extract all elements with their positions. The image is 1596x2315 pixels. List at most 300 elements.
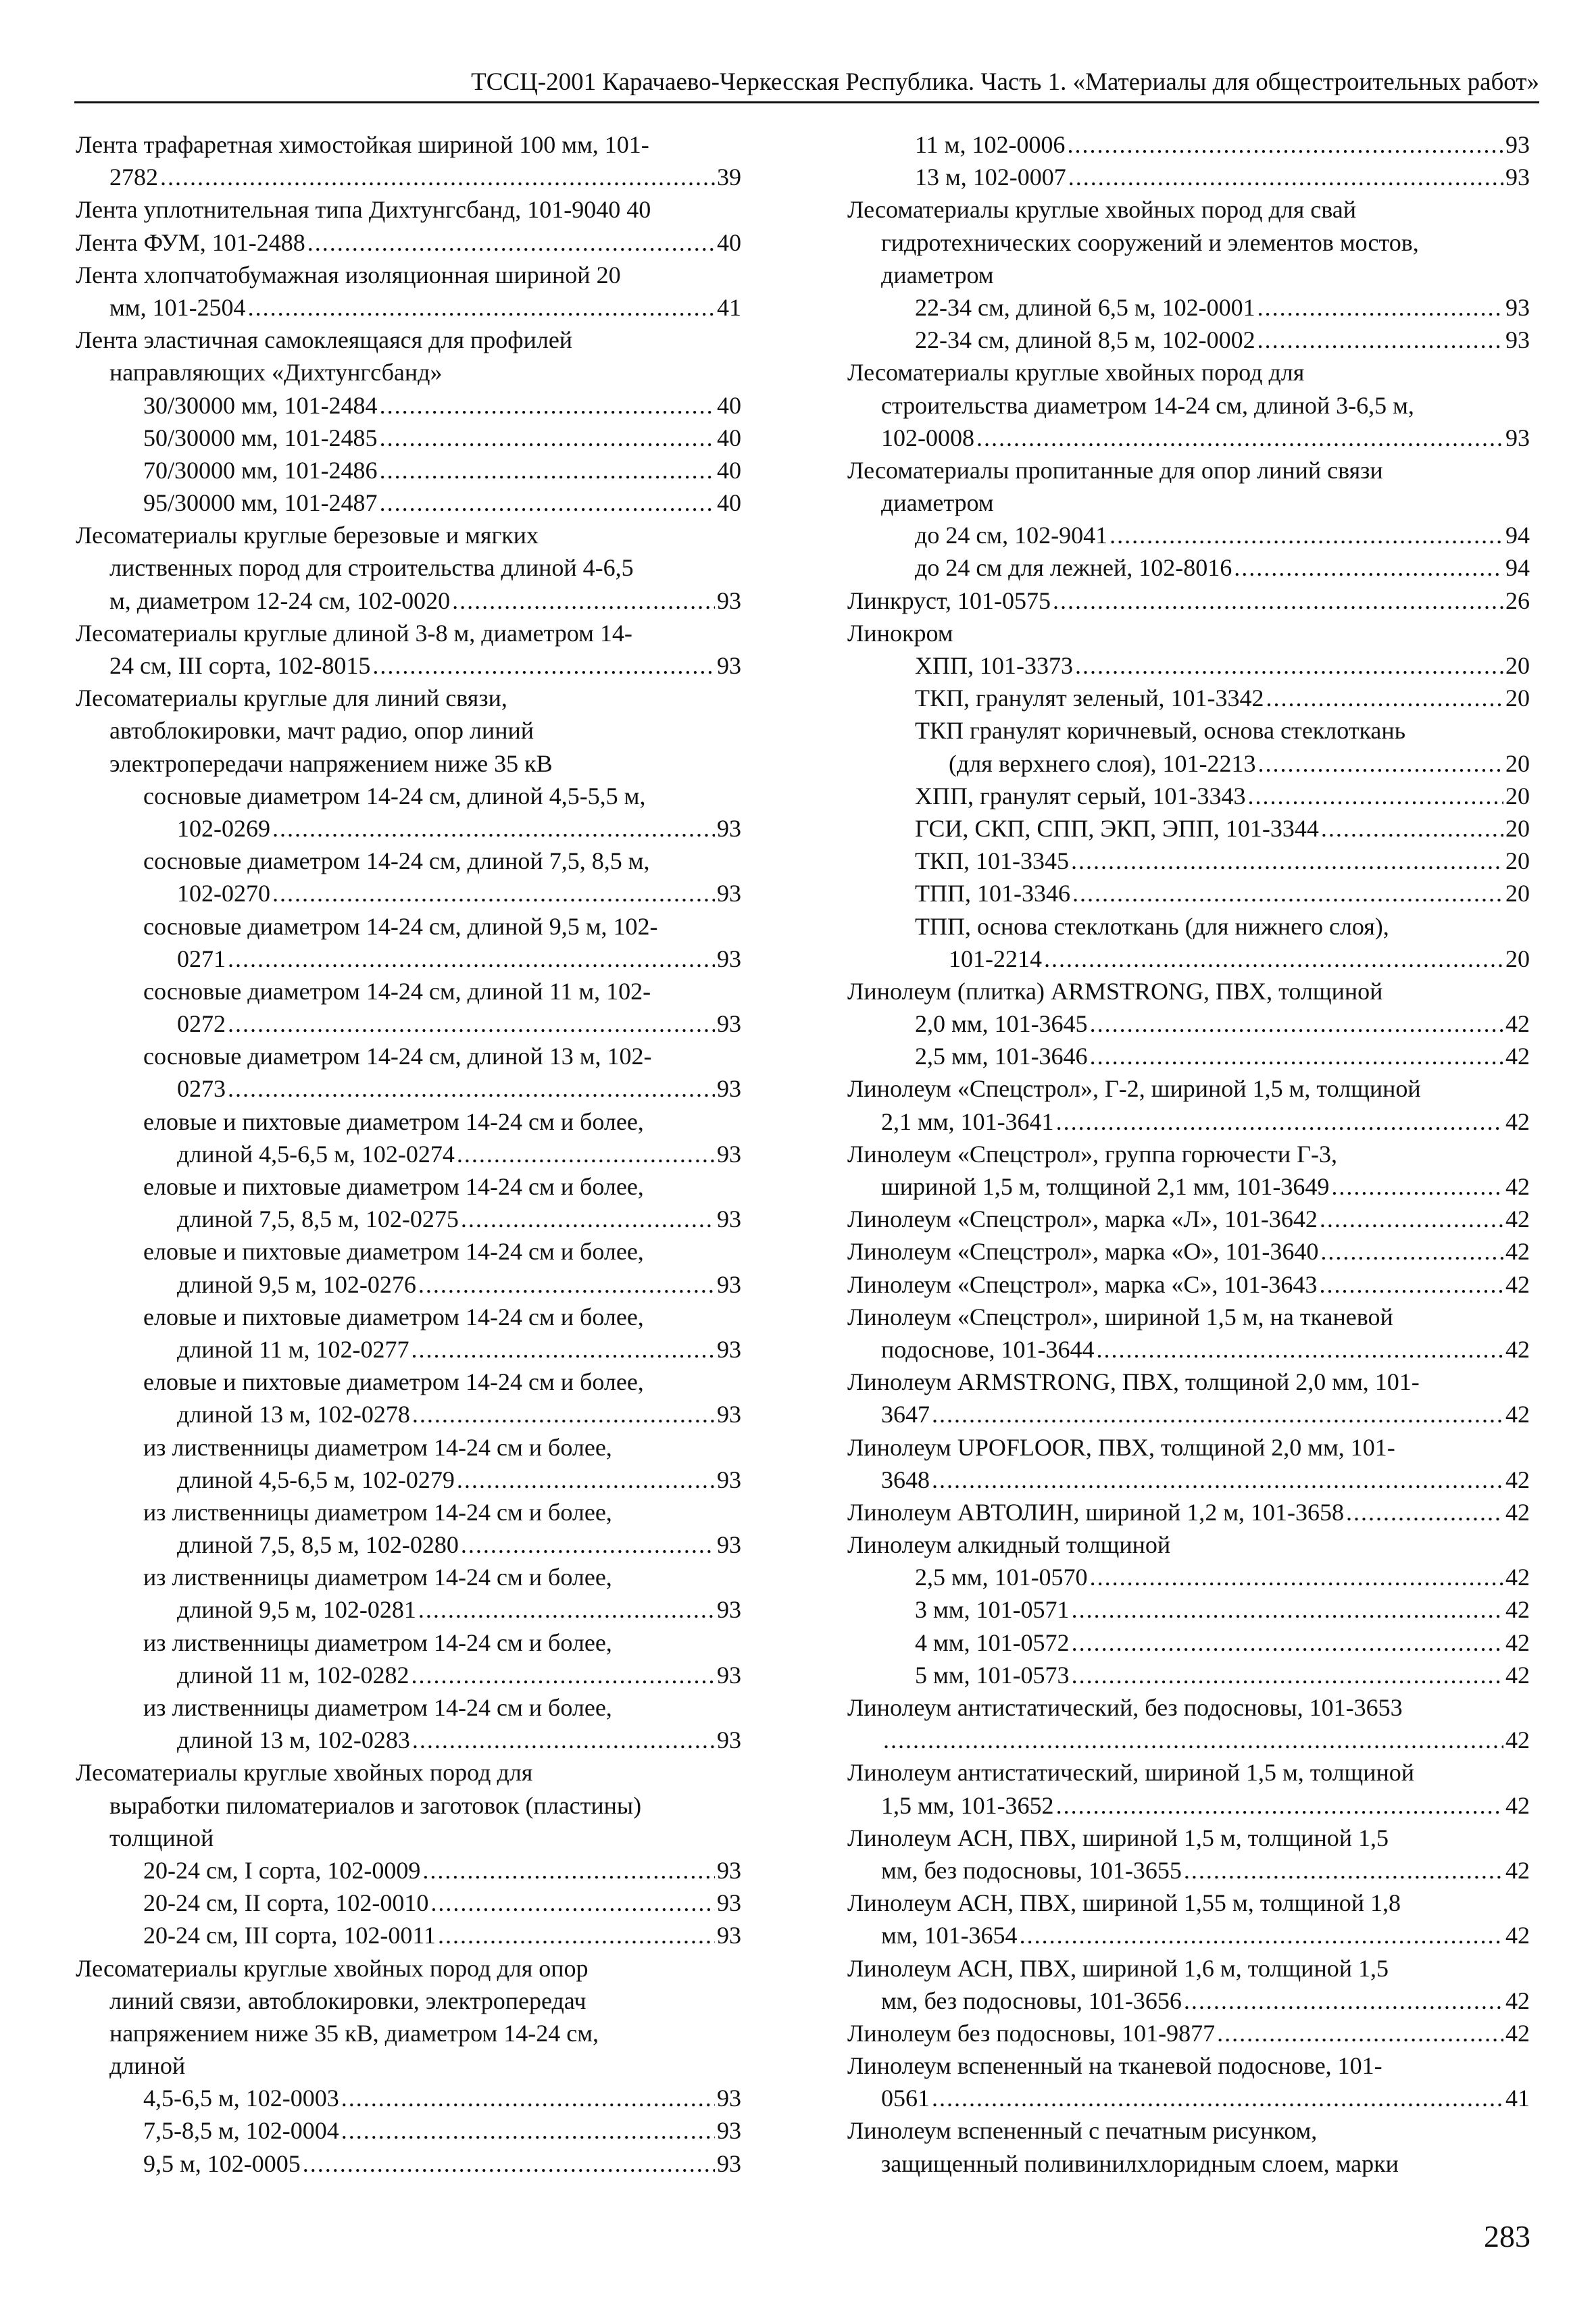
entry-page-ref: 93 — [717, 1856, 741, 1884]
dot-leader — [1044, 943, 1503, 975]
entry-page-ref: 93 — [717, 652, 741, 679]
entry-page-ref: 93 — [717, 1596, 741, 1624]
entry-page-ref: 93 — [717, 2149, 741, 2177]
dot-leader — [976, 422, 1503, 454]
index-column-left — [76, 128, 741, 2180]
entry-text: из лиственницы диаметром 14-24 см и более, — [143, 1498, 612, 1526]
index-entry-line — [76, 1854, 741, 1887]
entry-page-ref: 42 — [1505, 1270, 1530, 1298]
index-entry-line — [847, 1138, 1530, 1170]
index-entry-line — [847, 1398, 1530, 1430]
dot-leader — [1184, 1985, 1503, 2017]
dot-leader — [1331, 1170, 1503, 1203]
index-entry-line — [76, 1691, 741, 1724]
dot-leader — [932, 2082, 1503, 2114]
entry-text: Линолеум антистатический, без подосновы, 101-3653 — [847, 1694, 1403, 1721]
entry-page-ref: 42 — [1505, 1173, 1530, 1200]
index-entry-line — [76, 943, 741, 975]
index-entry-line — [847, 161, 1530, 193]
entry-text: 95/30000 мм, 101-2487 — [143, 489, 378, 517]
entry-page-ref: 20 — [1505, 749, 1530, 777]
entry-text: Линолеум вспененный на тканевой подоснове, 101- — [847, 2052, 1382, 2080]
entry-text: длиной 9,5 м, 102-0276 — [177, 1270, 416, 1298]
index-entry-line — [76, 877, 741, 910]
index-entry-line — [76, 1170, 741, 1203]
entry-text: еловые и пихтовые диаметром 14-24 см и более, — [143, 1238, 644, 1266]
entry-text: 0272 — [177, 1010, 226, 1038]
page-number: 283 — [1484, 2219, 1530, 2254]
entry-page-ref: 42 — [1505, 1466, 1530, 1493]
index-entry-line — [76, 1887, 741, 1919]
entry-text: Линолеум «Спецстрол», шириной 1,5 м, на тканевой — [847, 1303, 1393, 1330]
entry-text: из лиственницы диаметром 14-24 см и более, — [143, 1694, 612, 1721]
entry-text: линий связи, автоблокировки, электропередач — [109, 1987, 587, 2014]
dot-leader — [1072, 1626, 1503, 1659]
index-entry-line — [76, 2114, 741, 2147]
index-entry-line — [76, 617, 741, 649]
entry-page-ref: 93 — [1505, 131, 1530, 158]
index-entry-line — [76, 1007, 741, 1040]
entry-page-ref: 20 — [1505, 945, 1530, 972]
entry-page-ref: 93 — [717, 587, 741, 614]
index-entry-line — [847, 291, 1530, 324]
entry-page-ref: 93 — [1505, 164, 1530, 191]
index-entry-line — [76, 1235, 741, 1268]
entry-text: лиственных пород для строительства длиной 4-6,5 — [109, 554, 634, 582]
entry-page-ref: 42 — [1505, 1856, 1530, 1884]
entry-text: Лесоматериалы круглые для линий связи, — [76, 684, 507, 712]
entry-text: Линолеум АСН, ПВХ, шириной 1,6 м, толщиной 1,5 — [847, 1954, 1389, 1982]
index-entry-line — [76, 226, 741, 259]
entry-text: Лесоматериалы круглые длиной 3-8 м, диаметром 14- — [76, 619, 632, 647]
entry-page-ref: 42 — [1505, 2019, 1530, 2047]
entry-text: длиной 13 м, 102-0278 — [177, 1401, 410, 1428]
dot-leader — [1090, 1007, 1503, 1040]
entry-text: 2,5 мм, 101-0570 — [915, 1564, 1088, 1591]
dot-leader — [418, 1268, 715, 1301]
dot-leader — [1258, 747, 1504, 780]
entry-text: Линолеум «Спецстрол», марка «О», 101-3640 — [847, 1238, 1319, 1266]
index-entry-line — [76, 1822, 741, 1854]
entry-text: из лиственницы диаметром 14-24 см и более, — [143, 1564, 612, 1591]
entry-text: направляющих «Дихтунгсбанд» — [109, 359, 443, 387]
entry-text: 20-24 см, I сорта, 102-0009 — [143, 1856, 421, 1884]
entry-text: Линолеум UPOFLOOR, ПВХ, толщиной 2,0 мм, 101- — [847, 1433, 1395, 1461]
entry-text: 102-0008 — [881, 424, 974, 451]
entry-page-ref: 42 — [1505, 1987, 1530, 2014]
entry-text: Линолеум ARMSTRONG, ПВХ, толщиной 2,0 мм, 101- — [847, 1368, 1420, 1396]
dot-leader — [1346, 1496, 1503, 1528]
entry-text: Лесоматериалы круглые березовые и мягких — [76, 522, 539, 549]
entry-text: Лента эластичная самоклеящаяся для профилей — [76, 326, 573, 354]
index-entry-line — [847, 584, 1530, 617]
entry-page-ref: 94 — [1505, 522, 1530, 549]
index-entry-line — [847, 1268, 1530, 1301]
entry-page-ref: 93 — [717, 1270, 741, 1298]
dot-leader — [1056, 1789, 1503, 1822]
entry-page-ref: 93 — [1505, 293, 1530, 321]
dot-leader — [1184, 1854, 1503, 1887]
entry-page-ref: 93 — [717, 1140, 741, 1168]
entry-page-ref: 20 — [1505, 814, 1530, 842]
dot-leader — [1067, 128, 1503, 161]
index-entry-line — [847, 2114, 1530, 2147]
index-entry-line — [847, 812, 1530, 845]
entry-page-ref: 93 — [717, 1075, 741, 1103]
entry-text: диаметром — [881, 261, 994, 289]
index-entry-line — [76, 1398, 741, 1430]
index-entry-line — [847, 1301, 1530, 1333]
index-entry-line — [847, 1333, 1530, 1366]
dot-leader — [1090, 1040, 1503, 1072]
entry-page-ref: 93 — [717, 880, 741, 907]
index-entry-line — [76, 2147, 741, 2180]
entry-text: (для верхнего слоя), 101-2213 — [949, 749, 1256, 777]
entry-text: автоблокировки, мачт радио, опор линий — [109, 717, 534, 745]
index-entry-line — [847, 1496, 1530, 1528]
dot-leader — [1319, 1268, 1503, 1301]
index-entry-line — [847, 1985, 1530, 2017]
index-entry-line — [76, 1724, 741, 1756]
entry-page-ref: 42 — [1505, 1010, 1530, 1038]
dot-leader — [1068, 161, 1503, 193]
dot-leader — [412, 1398, 715, 1430]
entry-text: 70/30000 мм, 101-2486 — [143, 456, 378, 484]
entry-text: Линокром — [847, 619, 953, 647]
entry-text: 0271 — [177, 945, 226, 972]
dot-leader — [461, 1203, 715, 1235]
entry-text: длиной 7,5, 8,5 м, 102-0275 — [177, 1205, 459, 1233]
entry-text: 20-24 см, III сорта, 102-0011 — [143, 1922, 437, 1949]
entry-text: Линолеум алкидный толщиной — [847, 1531, 1171, 1559]
entry-page-ref: 42 — [1505, 1043, 1530, 1070]
dot-leader — [228, 1007, 715, 1040]
entry-text: Линолеум (плитка) ARMSTRONG, ПВХ, толщиной — [847, 977, 1383, 1005]
index-entry-line — [847, 193, 1530, 226]
dot-leader — [380, 487, 715, 519]
entry-page-ref: 42 — [1505, 1791, 1530, 1819]
entry-page-ref: 93 — [717, 1401, 741, 1428]
entry-text: длиной 11 м, 102-0282 — [177, 1661, 409, 1689]
entry-page-ref: 42 — [1505, 1205, 1530, 1233]
entry-page-ref: 93 — [717, 1205, 741, 1233]
index-entry-line — [847, 1431, 1530, 1464]
index-entry-line — [76, 780, 741, 812]
dot-leader — [1257, 291, 1503, 324]
index-entry-line — [76, 1333, 741, 1366]
index-entry-line — [76, 649, 741, 682]
dot-leader — [1020, 1919, 1503, 1951]
entry-text: диаметром — [881, 489, 994, 517]
entry-text: 50/30000 мм, 101-2485 — [143, 424, 378, 451]
index-entry-line — [847, 1105, 1530, 1138]
entry-text: электропередачи напряжением ниже 35 кВ — [109, 749, 553, 777]
index-entry-line — [847, 1659, 1530, 1691]
entry-page-ref: 42 — [1505, 1596, 1530, 1624]
entry-page-ref: 40 — [717, 489, 741, 517]
dot-leader — [341, 2114, 715, 2147]
dot-leader — [248, 291, 715, 324]
index-entry-line — [847, 747, 1530, 780]
index-entry-line — [76, 1919, 741, 1951]
index-entry-line — [76, 747, 741, 780]
entry-text: Линолеум АСН, ПВХ, шириной 1,55 м, толщиной 1,8 — [847, 1889, 1401, 1917]
index-entry-line — [847, 1593, 1530, 1626]
index-entry-line — [76, 1138, 741, 1170]
entry-page-ref: 20 — [1505, 782, 1530, 810]
dot-leader — [1109, 519, 1503, 551]
running-header: ТССЦ-2001 Карачаево-Черкесская Республика. Часть 1. «Материалы для общестроительных работ» — [471, 68, 1539, 96]
entry-text: 102-0269 — [177, 814, 270, 842]
entry-text: Лента уплотнительная типа Дихтунгсбанд, 101-9040 40 — [76, 196, 651, 224]
entry-text: сосновые диаметром 14-24 см, длиной 13 м, 102- — [143, 1043, 652, 1070]
entry-text: выработки пиломатериалов и заготовок (пластины) — [109, 1791, 642, 1819]
entry-page-ref: 20 — [1505, 684, 1530, 712]
dot-leader — [1217, 2017, 1503, 2049]
entry-text: 102-0270 — [177, 880, 270, 907]
entry-text: Линолеум АВТОЛИН, шириной 1,2 м, 101-3658 — [847, 1498, 1345, 1526]
index-entry-line — [76, 128, 741, 161]
entry-page-ref: 26 — [1505, 587, 1530, 614]
index-entry-line — [847, 1040, 1530, 1072]
entry-page-ref: 94 — [1505, 554, 1530, 582]
entry-text: сосновые диаметром 14-24 см, длиной 11 м, 102- — [143, 977, 651, 1005]
index-entry-line — [847, 1724, 1530, 1756]
entry-text: длиной 11 м, 102-0277 — [177, 1335, 409, 1363]
entry-text: длиной 4,5-6,5 м, 102-0279 — [177, 1466, 455, 1493]
entry-text: Линолеум антистатический, шириной 1,5 м, толщиной — [847, 1759, 1415, 1787]
index-entry-line — [847, 714, 1530, 747]
dot-leader — [307, 226, 715, 259]
index-entry-line — [847, 617, 1530, 649]
dot-leader — [1090, 1561, 1503, 1593]
dot-leader — [1266, 682, 1503, 714]
index-entry-line — [76, 1105, 741, 1138]
index-entry-line — [847, 1072, 1530, 1105]
entry-text: длиной 4,5-6,5 м, 102-0274 — [177, 1140, 455, 1168]
header-rule — [74, 101, 1539, 103]
dot-leader — [422, 1854, 715, 1887]
entry-page-ref: 42 — [1505, 1628, 1530, 1656]
index-entry-line — [847, 1464, 1530, 1496]
index-entry-line — [76, 682, 741, 714]
index-entry-line — [76, 1464, 741, 1496]
index-entry-line — [847, 943, 1530, 975]
entry-text: гидротехнических сооружений и элементов мостов, — [881, 228, 1419, 256]
entry-page-ref: 39 — [717, 164, 741, 191]
entry-text: ТКП, гранулят зеленый, 101-3342 — [915, 684, 1264, 712]
index-entry-line — [847, 1887, 1530, 1919]
index-entry-line — [847, 2147, 1530, 2180]
entry-text: 22-34 см, длиной 6,5 м, 102-0001 — [915, 293, 1255, 321]
entry-text: 4,5-6,5 м, 102-0003 — [143, 2085, 339, 2112]
dot-leader — [372, 649, 715, 682]
index-entry-line — [847, 1170, 1530, 1203]
entry-page-ref: 40 — [717, 424, 741, 451]
index-entry-line — [847, 1919, 1530, 1951]
index-entry-line — [847, 259, 1530, 291]
entry-text: Линолеум без подосновы, 101-9877 — [847, 2019, 1216, 2047]
entry-text: мм, 101-2504 — [109, 293, 246, 321]
entry-text: 5 мм, 101-0573 — [915, 1661, 1070, 1689]
entry-text: длиной 13 м, 102-0283 — [177, 1726, 410, 1754]
entry-text: длиной 7,5, 8,5 м, 102-0280 — [177, 1531, 459, 1559]
index-entry-line — [847, 454, 1530, 487]
entry-text: до 24 см, 102-9041 — [915, 522, 1108, 549]
entry-text: напряжением ниже 35 кВ, диаметром 14-24 см, — [109, 2019, 599, 2047]
entry-text: до 24 см для лежней, 102-8016 — [915, 554, 1232, 582]
index-entry-line — [76, 1366, 741, 1398]
entry-page-ref: 93 — [717, 1531, 741, 1559]
dot-leader — [272, 812, 715, 845]
entry-text: 20-24 см, II сорта, 102-0010 — [143, 1889, 429, 1917]
index-entry-line — [76, 2082, 741, 2114]
index-entry-line — [76, 551, 741, 584]
dot-leader — [380, 389, 715, 422]
index-entry-line — [76, 1040, 741, 1072]
entry-text: 0273 — [177, 1075, 226, 1103]
index-entry-line — [76, 2049, 741, 2082]
dot-leader — [412, 1659, 715, 1691]
entry-page-ref: 42 — [1505, 1661, 1530, 1689]
entry-text: подоснове, 101-3644 — [881, 1335, 1095, 1363]
index-entry-line — [847, 649, 1530, 682]
dot-leader — [1257, 324, 1503, 356]
entry-text: ГСИ, СКП, СПП, ЭКП, ЭПП, 101-3344 — [915, 814, 1319, 842]
entry-page-ref: 42 — [1505, 1335, 1530, 1363]
entry-page-ref: 93 — [717, 2117, 741, 2145]
index-entry-line — [847, 910, 1530, 943]
entry-text: Линолеум «Спецстрол», марка «Л», 101-3642 — [847, 1205, 1318, 1233]
entry-text: Линолеум «Спецстрол», марка «С», 101-3643 — [847, 1270, 1318, 1298]
dot-leader — [932, 1398, 1503, 1430]
entry-text: м, диаметром 12-24 см, 102-0020 — [109, 587, 451, 614]
entry-text: ТКП гранулят коричневый, основа стеклоткань — [915, 717, 1406, 745]
entry-text: толщиной — [109, 1824, 214, 1851]
entry-text: 101-2214 — [949, 945, 1042, 972]
entry-page-ref: 42 — [1505, 1401, 1530, 1428]
index-entry-line — [76, 422, 741, 454]
dot-leader — [1321, 812, 1503, 845]
index-entry-line — [847, 877, 1530, 910]
index-entry-line — [847, 1854, 1530, 1887]
dot-leader — [1320, 1235, 1503, 1268]
entry-text: строительства диаметром 14-24 см, длиной 3-6,5 м, — [881, 391, 1414, 419]
index-entry-line — [76, 845, 741, 877]
entry-text: Лесоматериалы круглые хвойных пород для свай — [847, 196, 1357, 224]
dot-leader — [228, 1072, 715, 1105]
dot-leader — [1096, 1333, 1503, 1366]
dot-leader — [452, 584, 715, 617]
entry-text: мм, без подосновы, 101-3655 — [881, 1856, 1182, 1884]
entry-text: ТКП, 101-3345 — [915, 847, 1069, 875]
index-column-right — [847, 128, 1530, 2180]
index-entry-line — [847, 682, 1530, 714]
entry-text: 3 мм, 101-0571 — [915, 1596, 1070, 1624]
index-entry-line — [76, 161, 741, 193]
entry-text: еловые и пихтовые диаметром 14-24 см и более, — [143, 1303, 644, 1330]
dot-leader — [1071, 845, 1503, 877]
entry-page-ref: 40 — [717, 391, 741, 419]
dot-leader — [1072, 877, 1503, 910]
index-entry-line — [76, 1659, 741, 1691]
entry-text: Лента трафаретная химостойкая шириной 100 мм, 101- — [76, 131, 649, 158]
index-entry-line — [847, 389, 1530, 422]
index-entry-line — [847, 1756, 1530, 1789]
index-entry-line — [76, 812, 741, 845]
index-entry-line — [847, 226, 1530, 259]
index-entry-line — [76, 910, 741, 943]
entry-text: ТПП, 101-3346 — [915, 880, 1070, 907]
index-entry-line — [76, 1756, 741, 1789]
dot-leader — [438, 1919, 715, 1951]
dot-leader — [1072, 1593, 1503, 1626]
index-entry-line — [847, 1203, 1530, 1235]
index-entry-line — [847, 1561, 1530, 1593]
dot-leader — [272, 877, 715, 910]
dot-leader — [461, 1528, 715, 1561]
index-entry-line — [847, 780, 1530, 812]
dot-leader — [1320, 1203, 1503, 1235]
dot-leader — [1075, 649, 1503, 682]
entry-page-ref: 20 — [1505, 880, 1530, 907]
entry-text: защищенный поливинилхлоридным слоем, марки — [881, 2149, 1399, 2177]
entry-text: 11 м, 102-0006 — [915, 131, 1066, 158]
index-entry-line — [76, 324, 741, 356]
entry-page-ref: 93 — [717, 945, 741, 972]
dot-leader — [1248, 780, 1503, 812]
index-entry-line — [847, 2017, 1530, 2049]
dot-leader — [228, 943, 715, 975]
index-entry-line — [76, 1561, 741, 1593]
dot-leader — [412, 1724, 715, 1756]
entry-text: Линолеум «Спецстрол», группа горючести Г-3, — [847, 1140, 1337, 1168]
entry-text: 30/30000 мм, 101-2484 — [143, 391, 378, 419]
dot-leader — [380, 422, 715, 454]
entry-page-ref: 93 — [717, 1466, 741, 1493]
entry-text: 13 м, 102-0007 — [915, 164, 1066, 191]
index-entry-line — [847, 487, 1530, 519]
entry-page-ref: 41 — [1505, 2085, 1530, 2112]
entry-text: из лиственницы диаметром 14-24 см и более, — [143, 1433, 612, 1461]
entry-text: 3648 — [881, 1466, 930, 1493]
index-entry-line — [76, 1626, 741, 1659]
entry-page-ref: 93 — [1505, 424, 1530, 451]
entry-text: 22-34 см, длиной 8,5 м, 102-0002 — [915, 326, 1255, 354]
index-entry-line — [76, 389, 741, 422]
entry-text: Линолеум «Спецстрол», Г-2, шириной 1,5 м, толщиной — [847, 1075, 1421, 1103]
index-entry-line — [76, 714, 741, 747]
index-entry-line — [76, 584, 741, 617]
index-entry-line — [76, 291, 741, 324]
index-entry-line — [76, 1985, 741, 2017]
entry-text: шириной 1,5 м, толщиной 2,1 мм, 101-3649 — [881, 1173, 1330, 1200]
entry-page-ref: 93 — [717, 2085, 741, 2112]
index-entry-line — [847, 1366, 1530, 1398]
entry-page-ref: 42 — [1505, 1238, 1530, 1266]
index-entry-line — [76, 975, 741, 1007]
index-entry-line — [76, 519, 741, 551]
index-entry-line — [847, 975, 1530, 1007]
entry-page-ref: 42 — [1505, 1564, 1530, 1591]
entry-page-ref: 93 — [717, 814, 741, 842]
entry-text: ТПП, основа стеклоткань (для нижнего слоя), — [915, 912, 1389, 940]
entry-text: 9,5 м, 102-0005 — [143, 2149, 301, 2177]
entry-text: длиной — [109, 2052, 186, 2080]
entry-text: сосновые диаметром 14-24 см, длиной 9,5 м, 102- — [143, 912, 658, 940]
entry-text: сосновые диаметром 14-24 см, длиной 4,5-5,5 м, — [143, 782, 646, 810]
entry-text: 2,0 мм, 101-3645 — [915, 1010, 1088, 1038]
